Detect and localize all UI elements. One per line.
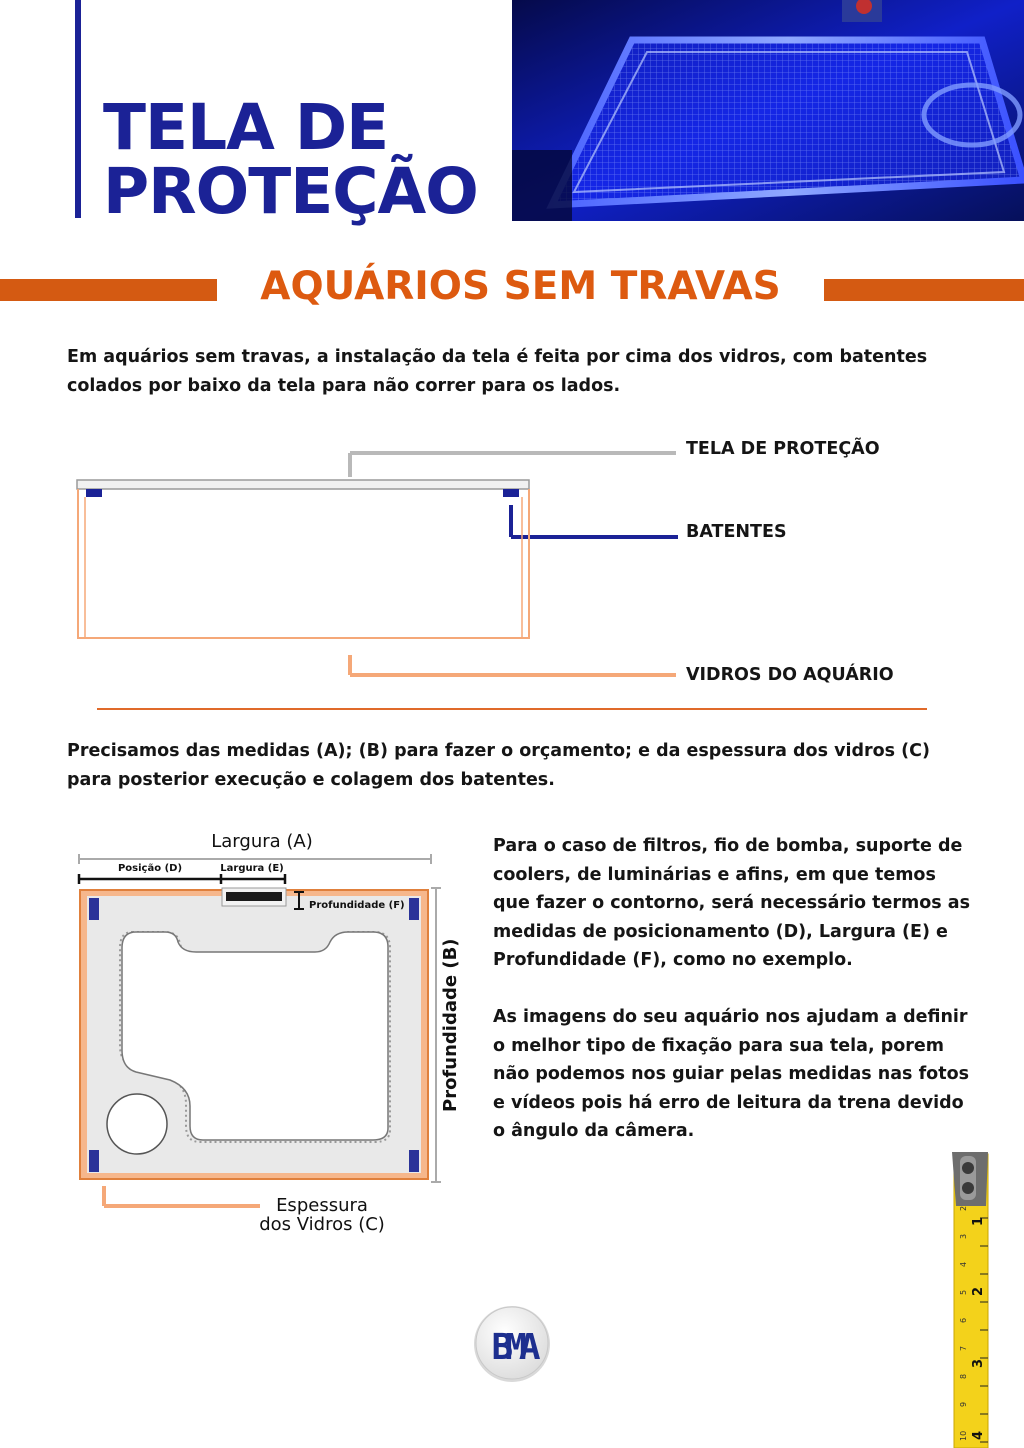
label-batentes: BATENTES xyxy=(686,522,787,542)
aquarium-glass-inner xyxy=(85,497,522,638)
title-accent-bar xyxy=(75,0,81,218)
label-espessura-line-2: dos Vidros (C) xyxy=(259,1214,385,1235)
section-subtitle: AQUÁRIOS SEM TRAVAS xyxy=(260,264,781,309)
tape-number-4: 4 xyxy=(971,1430,986,1440)
batente-top-left xyxy=(89,898,99,920)
label-vidros-do-aquario: VIDROS DO AQUÁRIO xyxy=(686,665,894,685)
batente-left xyxy=(86,489,102,497)
tape-mm-3: 3 xyxy=(959,1233,968,1239)
measures-paragraph: Precisamos das medidas (A); (B) para fazer o orçamento; e da espessura dos vidros (C) para posterior execução e colagem dos batentes. xyxy=(67,741,931,790)
hero-photo-aquarium-screen xyxy=(512,0,1024,221)
tape-mm-2: 2 xyxy=(959,1205,968,1211)
logo-text: BMA xyxy=(491,1327,533,1368)
label-tela-de-protecao: TELA DE PROTEÇÃO xyxy=(686,439,880,459)
label-profundidade-b: Profundidade (B) xyxy=(440,938,461,1112)
orange-band-left xyxy=(0,279,217,301)
cross-section-diagram xyxy=(0,430,1024,690)
label-espessura-line-1: Espessura xyxy=(276,1195,368,1216)
tape-number-2: 2 xyxy=(971,1286,986,1296)
measuring-tape-icon xyxy=(946,1148,994,1448)
page-title-line-1: TELA DE xyxy=(103,91,389,164)
protection-screen-shape xyxy=(77,480,529,489)
tape-mm-10: 10 xyxy=(959,1430,968,1441)
tape-mm-9: 9 xyxy=(959,1401,968,1407)
label-largura-e: Largura (E) xyxy=(220,863,284,874)
tape-number-3: 3 xyxy=(971,1358,986,1368)
section-divider xyxy=(97,708,927,710)
contour-paragraph: Para o caso de filtros, fio de bomba, suporte de coolers, de luminárias e afins, em que temos que fazer o contorno, será necessário termos as medidas de posicionamento (D), Largura (E) e Profundidade (F), como no exemplo. xyxy=(493,836,970,970)
batente-top-right xyxy=(409,898,419,920)
tape-mm-5: 5 xyxy=(959,1289,968,1295)
aquarium-glass-outer xyxy=(78,489,529,638)
round-hole xyxy=(107,1094,167,1154)
tape-mm-6: 6 xyxy=(959,1317,968,1323)
batente-bottom-right xyxy=(409,1150,419,1172)
bma-logo xyxy=(472,1303,552,1383)
batente-bottom-left xyxy=(89,1150,99,1172)
tape-mm-7: 7 xyxy=(959,1345,968,1351)
tape-mm-4: 4 xyxy=(959,1261,968,1267)
intro-paragraph: Em aquários sem travas, a instalação da tela é feita por cima dos vidros, com batentes colados por baixo da tela para não correr para os lados. xyxy=(67,347,928,396)
label-profundidade-f: Profundidade (F) xyxy=(309,900,405,911)
photo-disclaimer-paragraph: As imagens do seu aquário nos ajudam a definir o melhor tipo de fixação para sua tela, porem não podemos nos guiar pelas medidas nas fotos e vídeos pois há erro de leitura da trena devido o ângulo da câmera. xyxy=(493,1007,970,1141)
tape-mm-8: 8 xyxy=(959,1373,968,1379)
label-posicao-d: Posição (D) xyxy=(117,863,183,874)
page-title xyxy=(103,91,478,228)
top-view-measurement-diagram xyxy=(70,820,490,1250)
batente-right xyxy=(503,489,519,497)
contour-instructions xyxy=(493,832,973,1146)
page-title-line-2: PROTEÇÃO xyxy=(103,155,478,228)
tape-number-1: 1 xyxy=(971,1216,986,1226)
orange-band-right xyxy=(824,279,1024,301)
label-largura-a: Largura (A) xyxy=(211,831,313,852)
